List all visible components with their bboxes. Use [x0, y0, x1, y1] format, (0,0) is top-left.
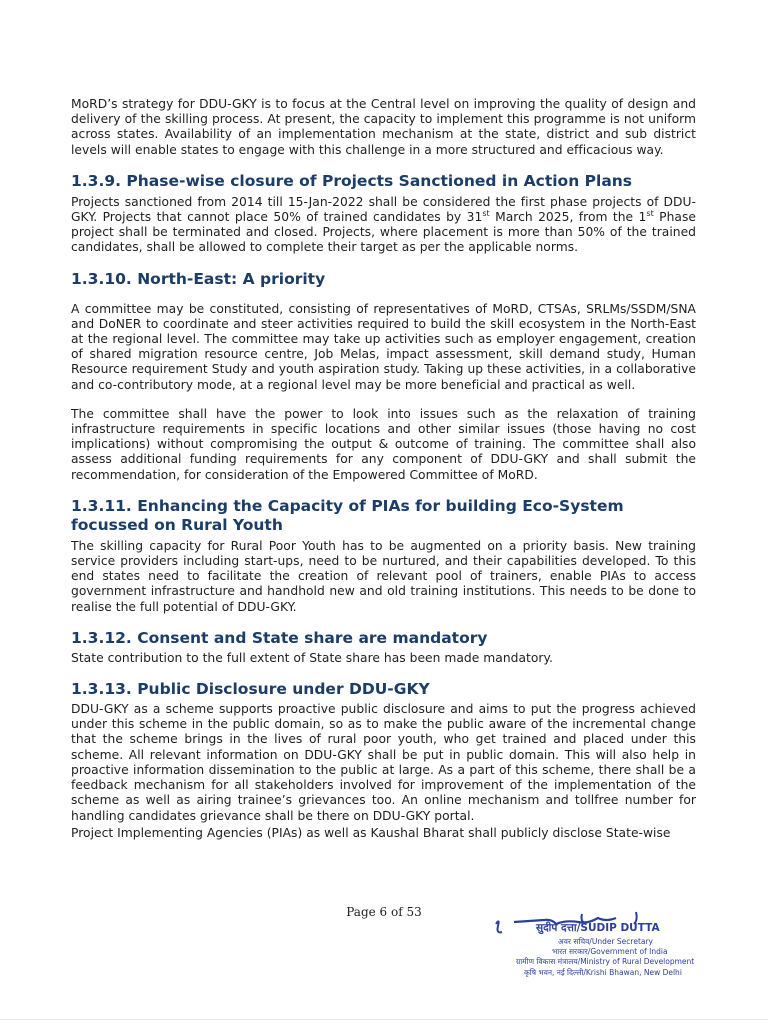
paragraph-1-3-13-b: Project Implementing Agencies (PIAs) as well as Kaushal Bharat shall publicly disclose State-wise: [71, 825, 671, 840]
paragraph-1-3-9: [71, 195, 696, 256]
stamp-address: कृषि भवन, नई दिल्ली/Krishi Bhawan, New Delhi: [524, 968, 682, 977]
paragraph-1-3-12: State contribution to the full extent of State share has been made mandatory.: [71, 650, 553, 665]
stamp-ministry: ग्रामीण विकास मंत्रालय/Ministry of Rural Development: [516, 957, 695, 966]
text-1-3-9-b: March 2025, from the 1: [489, 210, 647, 225]
stamp-designation: अवर सचिव/Under Secretary: [558, 937, 653, 946]
official-stamp: [486, 908, 706, 988]
stamp-government: भारत सरकार/Government of India: [552, 947, 668, 956]
sup-st-1: st: [482, 208, 490, 218]
paragraph-1-3-10-b: The committee shall have the power to look into issues such as the relaxation of training infrastructure requirements in specific locations and other similar issues (those having no cost implications) without compromising the output & outcome of training. The committee shall also assess additional funding requirements for any component of DDU-GKY and shall submit the recommendation, for consideration of the Empowered Committee of MoRD.: [71, 406, 696, 482]
text-1-3-9-c: Phase project shall be terminated and closed. Projects, where placement is more than 50% of the trained candidates, shall be allowed to complete their target as per the applicable norms.: [71, 210, 696, 255]
document-page: [71, 97, 696, 841]
page-number: Page 6 of 53: [346, 905, 422, 919]
paragraph-1-3-11: The skilling capacity for Rural Poor Youth has to be augmented on a priority basis. New training service providers including start-ups, need to be nurtured, and their capabilities developed. To this end states need to facilitate the creation of relevant pool of trainers, enable PIAs to access government infrastructure and handhold new and old training institutions. This needs to be done to realise the full potential of DDU-GKY.: [71, 538, 696, 614]
heading-1-3-12: 1.3.12. Consent and State share are mandatory: [71, 628, 488, 647]
paragraph-1-3-10-a: A committee may be constituted, consisting of representatives of MoRD, CTSAs, SRLMs/SSDM/SNA and DoNER to coordinate and steer activities required to build the skill ecosystem in the North-East at the regional level. The committee may take up activities such as employer engagement, creation of shared migration resource centre, Job Melas, impact assessment, skill demand study, Human Resource requirement Study and youth aspiration study. Taking up these activities, in a collaborative and co-contributory mode, at a regional level may be more beneficial and practical as well.: [71, 301, 696, 392]
heading-1-3-9: 1.3.9. Phase-wise closure of Projects Sanctioned in Action Plans: [71, 171, 633, 190]
text-1-3-9-a: Projects sanctioned from 2014 till 15-Jan-2022 shall be considered the first phase projects of DDU-GKY. Projects that cannot place 50% of trained candidates by 31: [71, 194, 696, 225]
heading-1-3-11: 1.3.11. Enhancing the Capacity of PIAs for building Eco-System focussed on Rural Youth: [71, 496, 624, 534]
stamp-name: सुदीप दत्ता/SUDIP DUTTA: [536, 922, 660, 934]
heading-1-3-13: 1.3.13. Public Disclosure under DDU-GKY: [71, 680, 430, 699]
paragraph-1-3-13-a: DDU-GKY as a scheme supports proactive public disclosure and aims to put the progress achieved under this scheme in the public domain, so as to make the public aware of the incremental change that the scheme brings in the lives of rural poor youth, who get trained and placed under this scheme. All relevant information on DDU-GKY shall be put in public domain. This will also help in proactive information dissemination to the public at large. As a part of this scheme, there shall be a feedback mechanism for all stakeholders involved for improvement of the implementation of the scheme as well as airing trainee’s grievances too. An online mechanism and tollfree number for handling candidates grievance shall be there on DDU-GKY portal.: [71, 702, 696, 823]
intro-paragraph: MoRD’s strategy for DDU-GKY is to focus at the Central level on improving the quality of design and delivery of the skilling process. At present, the capacity to implement this programme is not uniform across states. Availability of an implementation mechanism at the state, district and sub district levels will enable states to engage with this challenge in a more structured and efficacious way.: [71, 97, 696, 157]
heading-1-3-10: 1.3.10. North-East: A priority: [71, 269, 326, 288]
sup-st-2: st: [646, 208, 654, 218]
page-edge-divider: [0, 1019, 768, 1020]
